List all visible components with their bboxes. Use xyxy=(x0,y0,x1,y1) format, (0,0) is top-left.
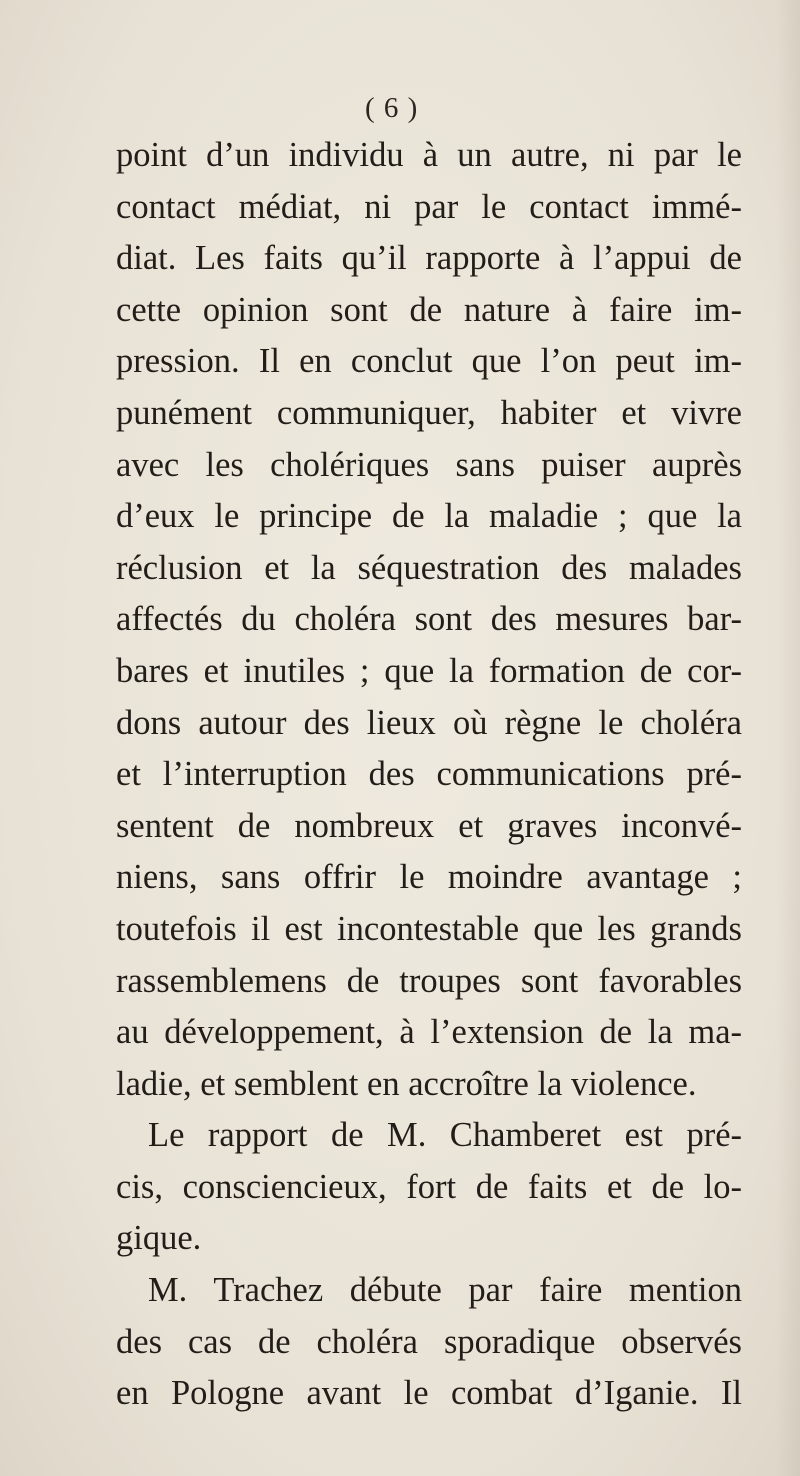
text-line: pression. Il en conclut que l’on peut im- xyxy=(116,342,742,381)
text-line: rassemblemens de troupes sont favorables xyxy=(116,961,742,1000)
text-line: toutefois il est incontestable que les grands xyxy=(116,909,742,948)
text-line: au développement, à l’extension de la ma- xyxy=(116,1013,742,1052)
text-line: Le rapport de M. Chamberet est pré- xyxy=(148,1116,742,1155)
text-line: diat. Les faits qu’il rapporte à l’appui de xyxy=(116,239,742,278)
text-line: bares et inutiles ; que la formation de cor- xyxy=(116,651,742,690)
text-line: dons autour des lieux où règne le choléra xyxy=(116,703,742,742)
text-line: affectés du choléra sont des mesures bar- xyxy=(116,600,742,639)
text-line: contact médiat, ni par le contact immé- xyxy=(116,187,742,226)
text-line: ladie, et semblent en accroître la violence. xyxy=(116,1064,697,1103)
text-line: gique. xyxy=(116,1219,202,1258)
text-line: cette opinion sont de nature à faire im- xyxy=(116,290,742,329)
text-line: et l’interruption des communications pré- xyxy=(116,755,742,794)
text-line: sentent de nombreux et graves inconvé- xyxy=(116,806,742,845)
text-line: M. Trachez débute par faire mention xyxy=(148,1271,742,1310)
text-line: niens, sans offrir le moindre avantage ; xyxy=(116,858,742,897)
text-line: cis, consciencieux, fort de faits et de lo- xyxy=(116,1167,742,1206)
body-text xyxy=(116,130,742,1420)
text-line: réclusion et la séquestration des malades xyxy=(116,548,742,587)
text-line: d’eux le principe de la maladie ; que la xyxy=(116,497,742,536)
text-line: avec les cholériques sans puiser auprès xyxy=(116,445,742,484)
text-line: en Pologne avant le combat d’Iganie. Il xyxy=(116,1374,742,1413)
text-line: des cas de choléra sporadique observés xyxy=(116,1322,742,1361)
page-number: ( 6 ) xyxy=(365,92,419,124)
text-line: point d’un individu à un autre, ni par le xyxy=(116,136,742,174)
text-line: punément communiquer, habiter et vivre xyxy=(116,393,742,432)
page-edge-shadow xyxy=(776,0,800,1476)
